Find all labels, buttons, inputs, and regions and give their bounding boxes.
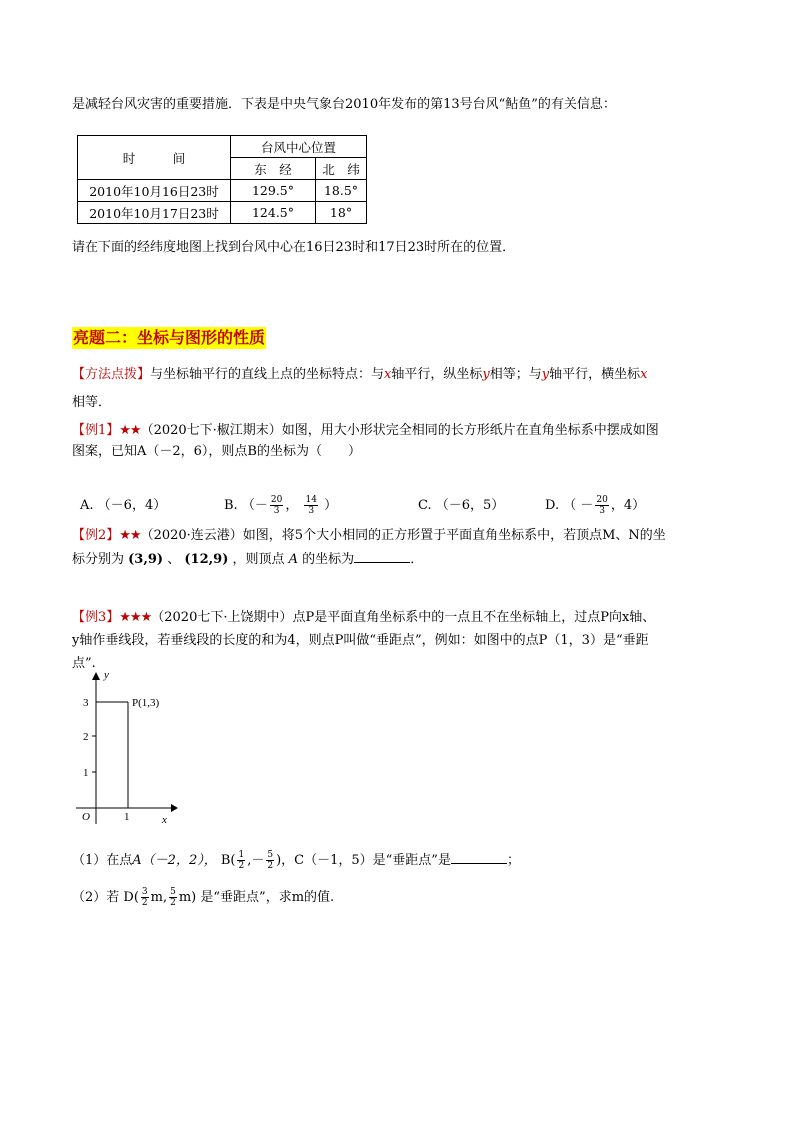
- y-tick-label: 1: [83, 767, 89, 779]
- paren: ，4）: [610, 498, 646, 513]
- example2-tag: 【例2】: [72, 528, 120, 543]
- option-d[interactable]: [545, 492, 645, 520]
- m-var: m): [178, 890, 197, 905]
- denominator: 3: [308, 506, 315, 516]
- x-var: x: [640, 367, 648, 382]
- table-cell-east: 124.5°: [231, 202, 316, 224]
- table-header-north: 北 纬: [316, 158, 367, 180]
- denominator: 2: [267, 861, 274, 871]
- n-coordinate: (12,9): [184, 552, 229, 567]
- example2-line-1: [72, 527, 666, 545]
- numerator: 5: [170, 887, 176, 897]
- m-var: m,: [150, 890, 168, 905]
- numerator: 5: [267, 850, 274, 860]
- x-tick-label: 1: [124, 811, 130, 823]
- semicolon: ；: [506, 853, 520, 868]
- example3-text: （2020七下·上饶期中）点P是平面直角坐标系中的一点且不在坐标轴上，过点P向x轴、: [151, 610, 656, 625]
- comma: ,－: [247, 853, 265, 868]
- method-tag: 【方法点拨】: [72, 367, 151, 382]
- question-2: [72, 887, 334, 909]
- y-tick-label: 3: [83, 697, 89, 709]
- numerator: 20: [270, 495, 283, 505]
- option-label: A.: [80, 498, 94, 513]
- example1-line-2: 图案，已知A（－2，6），则点B的坐标为（ ）: [72, 444, 361, 459]
- intro-text: 是减轻台风灾害的重要措施．下表是中央气象台2010年发布的第13号台风“鲇鱼”的有关信息：: [72, 97, 616, 112]
- y-tick-label: 2: [83, 731, 89, 743]
- denominator: 3: [273, 506, 280, 516]
- point-a: A（－2，2），: [132, 853, 217, 868]
- example1-text: （2020七下·椒江期末）如图，用大小形状完全相同的长方形纸片在直角坐标系中摆成如图: [140, 423, 659, 438]
- question-1: [72, 850, 520, 872]
- y-var: y: [482, 367, 490, 382]
- table-header-time: 时 间: [78, 136, 231, 180]
- method-text: 与坐标轴平行的直线上点的坐标特点：与: [150, 367, 385, 382]
- point-d: D(: [123, 890, 139, 905]
- fraction: [595, 495, 608, 516]
- separator: 、: [167, 552, 181, 567]
- method-line-1: [72, 366, 647, 384]
- fraction: [270, 495, 283, 516]
- coordinate-graph: [66, 666, 186, 828]
- table-question: 请在下面的经纬度地图上找到台风中心在16日23时和17日23时所在的位置．: [72, 240, 516, 255]
- typhoon-table: [77, 135, 367, 224]
- x-arrow-icon: [171, 804, 178, 812]
- example2-text: ，则顶点: [232, 552, 285, 567]
- option-b[interactable]: [224, 492, 337, 520]
- origin-label: O: [82, 811, 90, 823]
- q1-text: ，C（－1，5）是“垂距点”是: [281, 853, 451, 868]
- option-label: C.: [418, 498, 432, 513]
- a-var: A: [288, 552, 299, 567]
- y-axis-label: y: [104, 669, 109, 681]
- method-line-2: 相等．: [72, 395, 112, 410]
- example1-options: [80, 492, 720, 520]
- minus-sign: －: [254, 498, 268, 513]
- example1-tag: 【例1】: [72, 423, 120, 438]
- method-text: 轴平行，纵坐标: [391, 367, 483, 382]
- denominator: 2: [141, 898, 148, 908]
- q2-text: 是“垂距点”，求m的值.: [200, 890, 335, 905]
- numerator: 1: [238, 850, 245, 860]
- fraction: [141, 887, 149, 908]
- option-label: D.: [545, 498, 560, 513]
- difficulty-stars: ★★: [119, 528, 141, 543]
- example1-line-1: [72, 422, 659, 440]
- denominator: 3: [599, 506, 605, 516]
- paren: （: [241, 498, 255, 513]
- numerator: 20: [596, 495, 608, 505]
- fraction: [237, 850, 245, 871]
- table-cell-time: 2010年10月17日23时: [78, 202, 231, 224]
- answer-blank[interactable]: [354, 550, 410, 563]
- table-cell-east: 129.5°: [231, 180, 316, 202]
- example2-text: 标分别为: [72, 552, 125, 567]
- option-a[interactable]: [80, 492, 166, 520]
- table-header-center: 台风中心位置: [231, 136, 367, 158]
- answer-blank[interactable]: [451, 851, 507, 864]
- y-arrow-icon: [92, 672, 100, 680]
- section-heading: 亮题二：坐标与图形的性质: [73, 328, 266, 347]
- fraction: [266, 850, 274, 871]
- example3-tag: 【例3】: [72, 610, 120, 625]
- point-p-label: P(1,3): [132, 697, 160, 709]
- numerator: 3: [141, 887, 148, 897]
- method-text: 轴平行，横坐标: [549, 367, 641, 382]
- x-var: x: [384, 367, 392, 382]
- fraction: [304, 495, 317, 516]
- period: ．: [410, 552, 424, 567]
- example3-line-3: 点”.: [72, 656, 96, 671]
- denominator: 2: [238, 861, 245, 871]
- paren: （: [563, 498, 577, 513]
- table-row: [78, 202, 367, 224]
- option-label: B.: [224, 498, 238, 513]
- minus-sign: －: [580, 498, 594, 513]
- example2-text: （2020·连云港）如图，将5个大小相同的正方形置于平面直角坐标系中，若顶点M、N的坐: [140, 528, 666, 543]
- table-header-east: 东 经: [231, 158, 316, 180]
- example2-line-2: [72, 550, 423, 569]
- q1-text: （1）在点: [72, 853, 133, 868]
- point-b: B(: [220, 853, 236, 868]
- fraction: [169, 887, 177, 908]
- y-var: y: [541, 367, 550, 382]
- method-text: 相等；与: [489, 367, 542, 382]
- denominator: 2: [170, 898, 176, 908]
- table-row: [78, 180, 367, 202]
- option-value: （－6，4）: [97, 498, 167, 513]
- paren: ）: [324, 498, 338, 513]
- example3-line-1: [72, 609, 655, 627]
- difficulty-stars: ★★: [119, 423, 141, 438]
- example3-line-2: y轴作垂线段，若垂线段的长度的和为4，则点P叫做“垂距点”，例如：如图中的点P（1，3）是“垂距: [72, 633, 649, 648]
- difficulty-stars: ★★★: [119, 610, 152, 625]
- table-cell-north: 18°: [316, 202, 367, 224]
- option-value: （－6，5）: [435, 498, 505, 513]
- paren: ): [276, 853, 282, 868]
- table-cell-time: 2010年10月16日23时: [78, 180, 231, 202]
- option-c[interactable]: [418, 492, 504, 520]
- m-coordinate: (3,9): [128, 552, 164, 567]
- x-axis-label: x: [162, 814, 167, 826]
- example2-text: 的坐标为: [302, 552, 355, 567]
- numerator: 14: [305, 495, 317, 505]
- table-cell-north: 18.5°: [316, 180, 367, 202]
- comma: ，: [285, 498, 299, 513]
- q2-text: （2）若: [72, 890, 120, 905]
